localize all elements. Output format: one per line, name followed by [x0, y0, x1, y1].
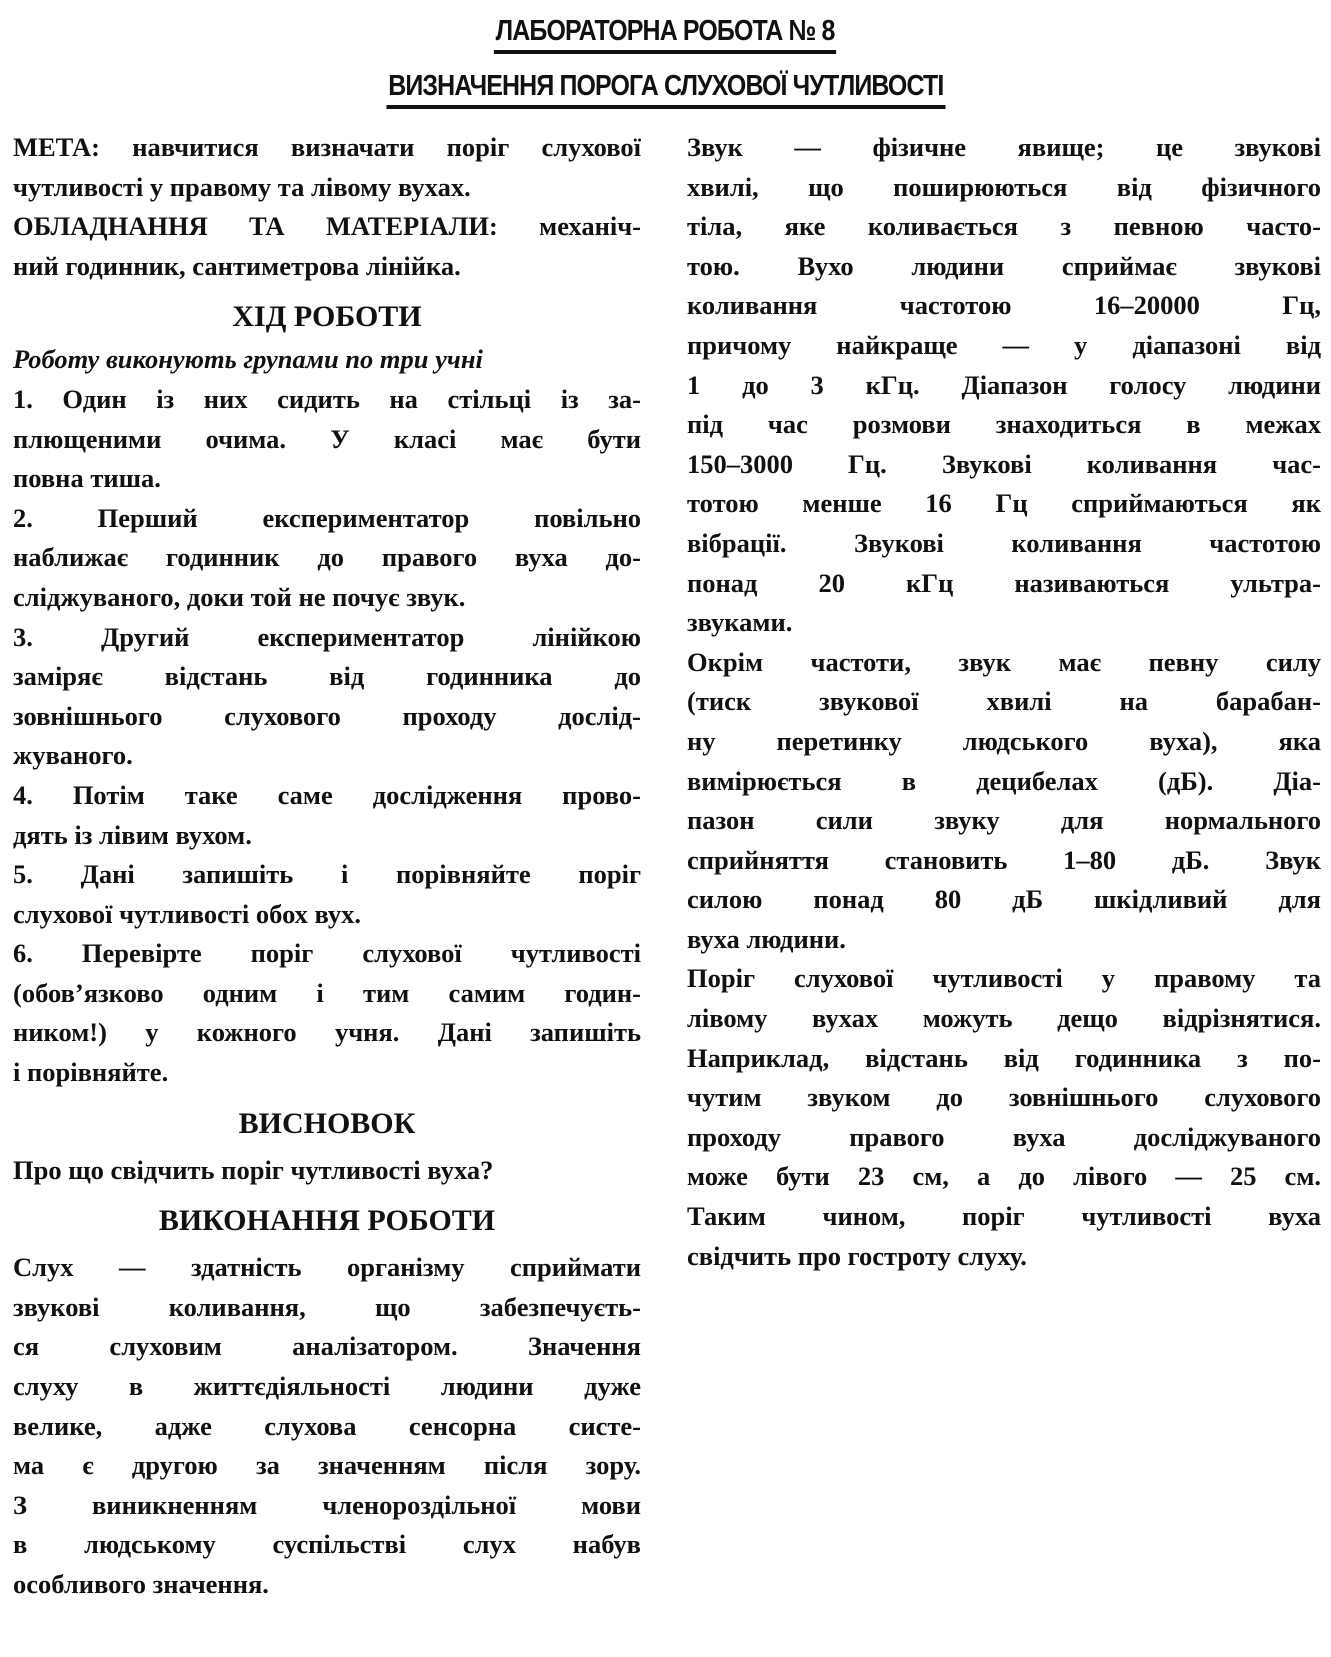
- paragraph: [687, 128, 1321, 643]
- text-line: слухової чутливості обох вух.: [13, 898, 362, 929]
- text-line: ний годинник, сантиметрова лінійка.: [13, 250, 461, 281]
- text-line: хвилі, що поширюються від фізичного: [687, 171, 1321, 202]
- text-line: вуха людини.: [687, 923, 846, 954]
- text-line: З виникненням членороздільної мови: [13, 1489, 641, 1520]
- text-line: сприйняття становить 1–80 дБ. Звук: [687, 844, 1321, 875]
- paragraph: [13, 776, 641, 855]
- right-column: [687, 128, 1321, 1276]
- text-line: вібрації. Звукові коливання частотою: [687, 527, 1321, 558]
- paragraph: [13, 934, 641, 1092]
- text-line: під час розмови знаходиться в межах: [687, 409, 1321, 440]
- text-line: тіла, яке коливається з певною часто-: [687, 211, 1321, 242]
- text-line: дять із лівим вухом.: [13, 819, 252, 850]
- text-line: плющеними очима. У класі має бути: [13, 423, 641, 454]
- paragraph: [13, 380, 641, 499]
- lab-subtitle-text: ВИЗНАЧЕННЯ ПОРОГА СЛУХОВОЇ ЧУТЛИВОСТІ: [386, 69, 945, 109]
- text-line: МЕТА: навчитися визначати поріг слухової: [13, 132, 641, 162]
- text-line: 5. Дані запишіть і порівняйте поріг: [13, 859, 641, 890]
- text-line: ОБЛАДНАННЯ ТА МАТЕРІАЛИ: механіч-: [13, 211, 641, 242]
- text-line: звукові коливання, що забезпечуєть-: [13, 1291, 641, 1322]
- text-line: жуваного.: [13, 740, 133, 771]
- text-line: 6. Перевірте поріг слухової чутливості: [13, 938, 641, 969]
- text-line: ником!) у кожного учня. Дані запишіть: [13, 1017, 641, 1048]
- text-line: силою понад 80 дБ шкідливий для: [687, 884, 1321, 915]
- text-line: Наприклад, відстань від годинника з по-: [687, 1042, 1321, 1073]
- paragraph: [13, 499, 641, 618]
- text-line: понад 20 кГц називаються ультра-: [687, 567, 1321, 598]
- text-line: 4. Потім таке саме дослідження прово-: [13, 779, 641, 810]
- text-line: лівому вухах можуть дещо відрізнятися.: [687, 1003, 1321, 1034]
- text-line: Про що свідчить поріг чутливості вуха?: [13, 1154, 494, 1185]
- text-line: Поріг слухової чутливості у правому та: [687, 963, 1321, 994]
- paragraph: [13, 207, 641, 286]
- text-line: Окрім частоти, звук має певну силу: [687, 646, 1321, 677]
- paragraph: [13, 855, 641, 934]
- text-line: Слух — здатність організму сприймати: [13, 1252, 641, 1283]
- text-line: коливання частотою 16–20000 Гц,: [687, 290, 1321, 321]
- text-line: звуками.: [687, 607, 793, 638]
- text-line: 1. Один із них сидить на стільці із за-: [13, 383, 641, 414]
- paragraph: [687, 959, 1321, 1276]
- text-line: слуху в життєдіяльності людини дуже: [13, 1371, 641, 1402]
- paragraph: [687, 643, 1321, 960]
- lab-title: [0, 14, 1331, 54]
- text-line: ВИСНОВОК: [238, 1106, 416, 1140]
- text-line: ся слуховим аналізатором. Значення: [13, 1331, 641, 1362]
- text-line: (тиск звукової хвилі на барабан-: [687, 686, 1321, 717]
- paragraph: [13, 128, 641, 207]
- text-line: 2. Перший експериментатор повільно: [13, 502, 641, 533]
- text-line: чутливості у правому та лівому вухах.: [13, 171, 471, 202]
- text-line: вимірюється в децибелах (дБ). Діа-: [687, 765, 1321, 796]
- text-line: і порівняйте.: [13, 1057, 169, 1088]
- left-column: [13, 128, 641, 1605]
- text-line: заміряє відстань від годинника до: [13, 661, 641, 692]
- lab-title-text: ЛАБОРАТОРНА РОБОТА № 8: [494, 14, 836, 54]
- text-line: Роботу виконують групами по три учні: [13, 344, 483, 375]
- text-line: тою. Вухо людини сприймає звукові: [687, 250, 1321, 281]
- text-line: Звук — фізичне явище; це звукові: [687, 132, 1321, 162]
- section-heading: [13, 1097, 641, 1151]
- paragraph: [13, 1151, 641, 1191]
- text-line: 3. Другий експериментатор лінійкою: [13, 621, 641, 652]
- text-line: повна тиша.: [13, 463, 161, 494]
- text-line: може бути 23 см, а до лівого — 25 см.: [687, 1161, 1321, 1192]
- text-line: тотою менше 16 Гц сприймаються як: [687, 488, 1321, 519]
- paragraph: [13, 618, 641, 776]
- text-line: ВИКОНАННЯ РОБОТИ: [158, 1204, 496, 1238]
- text-line: причому найкраще — у діапазоні від: [687, 329, 1321, 360]
- text-line: 1 до 3 кГц. Діапазон голосу людини: [687, 369, 1321, 400]
- text-line: (обов’язково одним і тим самим годин-: [13, 977, 641, 1008]
- text-line: в людському суспільстві слух набув: [13, 1529, 641, 1560]
- text-line: наближає годинник до правого вуха до-: [13, 542, 641, 573]
- text-line: ХІД РОБОТИ: [232, 300, 422, 334]
- text-line: Таким чином, поріг чутливості вуха: [687, 1201, 1321, 1232]
- text-line: 150–3000 Гц. Звукові коливання час-: [687, 448, 1321, 479]
- text-line: ну перетинку людського вуха), яка: [687, 725, 1321, 756]
- paragraph: [13, 1248, 641, 1604]
- text-line: сліджуваного, доки той не почує звук.: [13, 581, 466, 612]
- text-line: велике, адже слухова сенсорна систе-: [13, 1410, 641, 1441]
- text-line: чутим звуком до зовнішнього слухового: [687, 1082, 1321, 1113]
- text-line: ма є другою за значенням після зору.: [13, 1450, 641, 1481]
- section-heading: [13, 290, 641, 344]
- italic-note: [13, 340, 641, 380]
- lab-subtitle: [0, 69, 1331, 109]
- text-line: проходу правого вуха досліджуваного: [687, 1121, 1321, 1152]
- text-line: зовнішнього слухового проходу дослід-: [13, 700, 641, 731]
- text-line: свідчить про гостроту слуху.: [687, 1240, 1027, 1271]
- section-heading: [13, 1194, 641, 1248]
- text-line: пазон сили звуку для нормального: [687, 805, 1321, 836]
- text-line: особливого значення.: [13, 1569, 269, 1599]
